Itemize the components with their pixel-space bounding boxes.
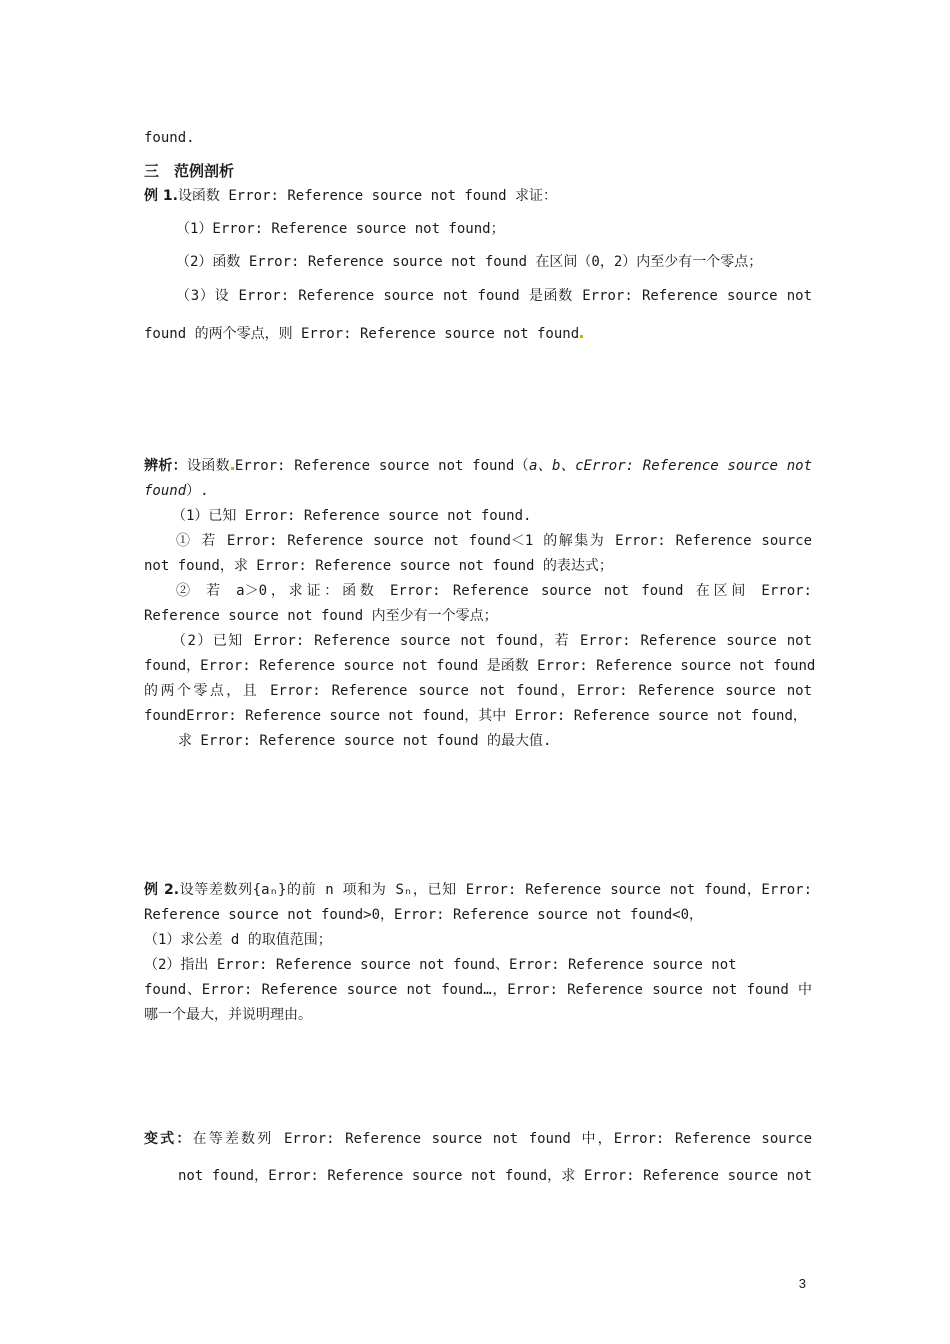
text-line bbox=[144, 481, 812, 501]
text-line: （1）求公差 d 的取值范围； bbox=[144, 932, 332, 948]
edit-mark bbox=[231, 467, 234, 470]
text-line: found、Error: Reference source not found…，Error: Reference source not found 中 bbox=[144, 982, 812, 998]
analysis-line bbox=[144, 456, 812, 476]
text-line: foundError: Reference source not found，其中 Error: Reference source not found， bbox=[144, 708, 807, 724]
text-span: found bbox=[144, 483, 187, 499]
analysis-label: 辨析： bbox=[144, 458, 187, 474]
text-line: ① 若 Error: Reference source not found＜1 的解集为 Error: Reference source bbox=[176, 533, 812, 549]
text-span: 设函数 bbox=[186, 458, 230, 474]
text-line: 的两个零点，且 Error: Reference source not found，Error: Reference source not bbox=[144, 683, 812, 699]
text-line: （2）函数 Error: Reference source not found 在区间（0，2）内至少有一个零点； bbox=[176, 254, 763, 270]
section-heading: 三 范例剖析 bbox=[144, 162, 235, 180]
example-1-line bbox=[144, 186, 812, 206]
text-line: （2）已知 Error: Reference source not found，若 Error: Reference source not bbox=[172, 633, 812, 649]
text-line: 哪一个最大，并说明理由。 bbox=[144, 1007, 312, 1023]
text-line: Reference source not found 内至少有一个零点； bbox=[144, 608, 498, 624]
text-span: Error: Reference source not found（ bbox=[234, 458, 529, 474]
text-line: （1）已知 Error: Reference source not found. bbox=[172, 508, 532, 524]
page-number: 3 bbox=[798, 1276, 806, 1291]
text-line bbox=[144, 324, 812, 344]
text-line: ② 若 a＞0，求证：函数 Error: Reference source not found 在区间 Error: bbox=[176, 583, 812, 599]
variant-label: 变式： bbox=[144, 1131, 193, 1147]
text-line: Reference source not found>0，Error: Reference source not found<0， bbox=[144, 907, 704, 923]
text-span: a、b、cError: Reference source not bbox=[528, 458, 813, 474]
text-span: ）. bbox=[186, 483, 209, 499]
example-label: 例 1. bbox=[144, 188, 178, 204]
example-text: 设函数 Error: Reference source not found 求证： bbox=[177, 188, 557, 204]
text-span: found 的两个零点，则 Error: Reference source not found bbox=[144, 326, 580, 342]
text-line: 求 Error: Reference source not found 的最大值. bbox=[178, 733, 552, 749]
text-line: （3）设 Error: Reference source not found 是函数 Error: Reference source not bbox=[176, 288, 812, 304]
example-2-line bbox=[144, 880, 812, 900]
text-line: （2）指出 Error: Reference source not found、Error: Reference source not bbox=[144, 957, 737, 973]
text-line: found，Error: Reference source not found 是函数 Error: Reference source not found bbox=[144, 658, 816, 674]
text-line: not found，Error: Reference source not found，求 Error: Reference source not bbox=[178, 1168, 812, 1184]
text-line: not found，求 Error: Reference source not found 的表达式； bbox=[144, 558, 613, 574]
edit-mark bbox=[580, 335, 583, 338]
example-label: 例 2. bbox=[144, 882, 180, 898]
variant-text: 在等差数列 Error: Reference source not found 中，Error: Reference source bbox=[192, 1131, 813, 1147]
text-line: found. bbox=[144, 130, 195, 146]
example-text: 设等差数列{aₙ}的前 n 项和为 Sₙ，已知 Error: Reference source not found，Error: bbox=[179, 882, 812, 898]
variant-line bbox=[144, 1129, 812, 1149]
text-line: （1）Error: Reference source not found； bbox=[176, 221, 505, 237]
